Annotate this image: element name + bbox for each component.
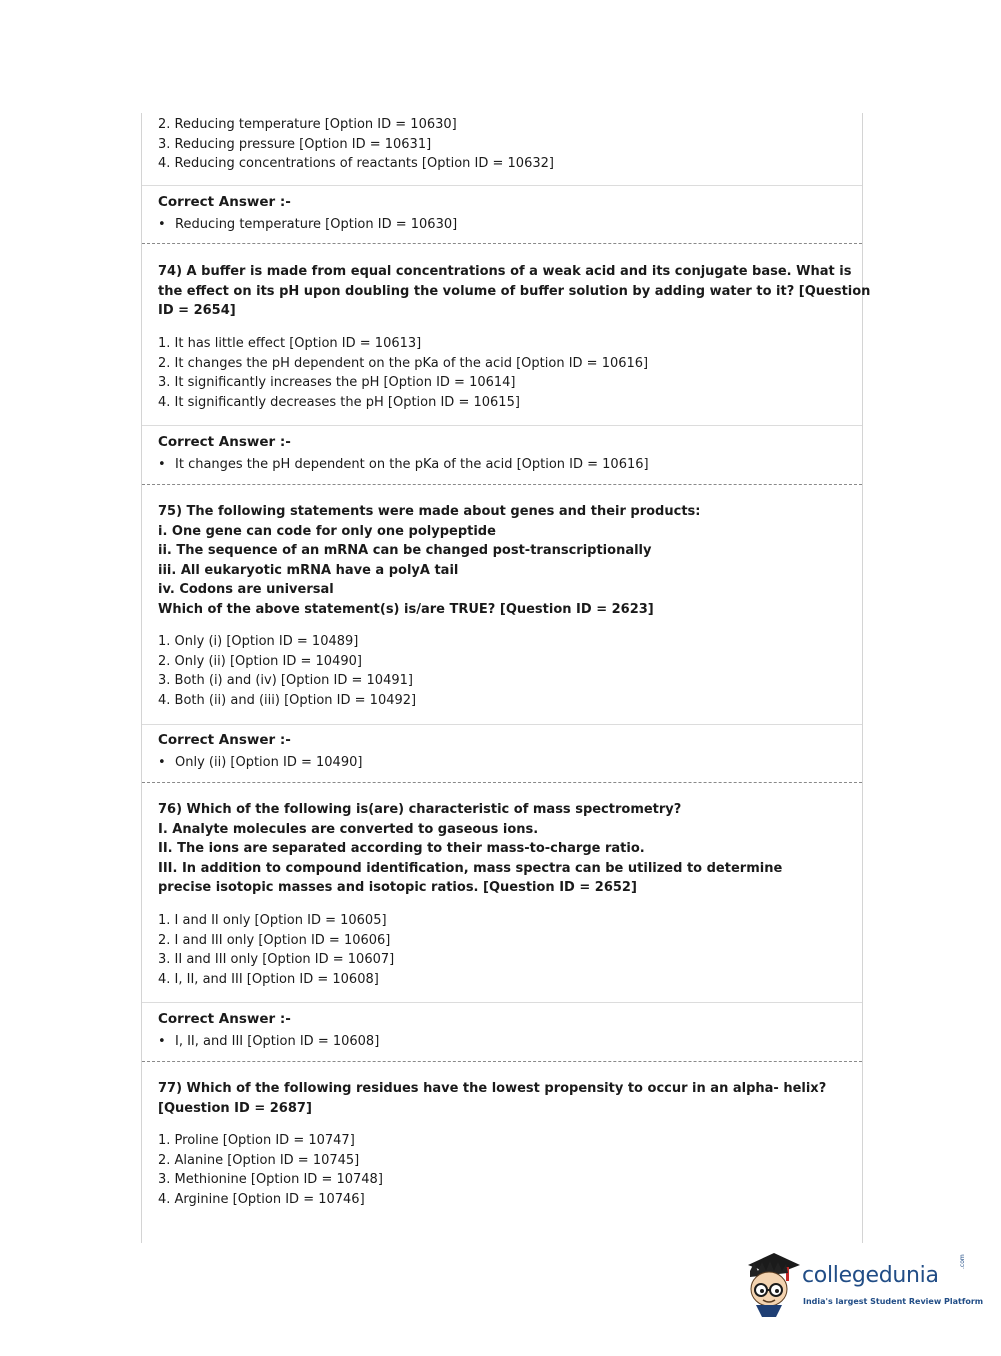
question-separator [142, 1061, 862, 1062]
statement-line: ii. The sequence of an mRNA can be changed post-transcriptionally [158, 543, 652, 559]
correct-answer [158, 1032, 848, 1052]
correct-answer [158, 753, 848, 773]
option-line: 3. Reducing pressure [Option ID = 10631] [158, 136, 432, 152]
top-options [142, 115, 862, 174]
question-text: ID = 2654] [158, 303, 236, 319]
correct-answer-section [142, 730, 862, 773]
collegedunia-logo[interactable] [742, 1247, 984, 1319]
question-75 [142, 502, 862, 620]
question-74 [142, 262, 871, 321]
statement-line: i. One gene can code for only one polypeptide [158, 523, 496, 539]
brand-tagline: India's largest Student Review Platform [803, 1297, 984, 1306]
divider [142, 724, 862, 725]
statement-line: iv. Codons are universal [158, 582, 334, 598]
question-74-options [142, 334, 862, 412]
bullet-icon: • [158, 457, 166, 472]
question-77 [142, 1079, 862, 1118]
option-line: 1. Proline [Option ID = 10747] [158, 1133, 355, 1148]
correct-answer-text: I, II, and III [Option ID = 10608] [175, 1034, 380, 1049]
correct-answer-title: Correct Answer :- [158, 732, 291, 748]
divider [142, 425, 862, 426]
option-line: 4. Reducing concentrations of reactants [Option ID = 10632] [158, 156, 554, 172]
option-line: 4. Arginine [Option ID = 10746] [158, 1191, 365, 1207]
question-separator [142, 484, 862, 485]
correct-answer-section [142, 432, 862, 475]
option-line: 3. Both (i) and (iv) [Option ID = 10491] [158, 673, 413, 689]
correct-answer-title: Correct Answer :- [158, 1011, 291, 1027]
question-separator [142, 782, 862, 783]
correct-answer-section [142, 1009, 862, 1052]
correct-answer-text: It changes the pH dependent on the pKa of the acid [Option ID = 10616] [175, 457, 649, 472]
question-text: 74) A buffer is made from equal concentrations of a weak acid and its conjugate base. What is [158, 264, 852, 279]
option-line: 1. It has little effect [Option ID = 10613] [158, 336, 422, 351]
statement-line: I. Analyte molecules are converted to gaseous ions. [158, 821, 539, 837]
statement-line: III. In addition to compound identification, mass spectra can be utilized to determine [158, 860, 783, 876]
correct-answer-text: Only (ii) [Option ID = 10490] [175, 755, 363, 770]
correct-answer-title: Correct Answer :- [158, 434, 291, 450]
divider [142, 1002, 862, 1003]
option-line: 1. Only (i) [Option ID = 10489] [158, 634, 359, 649]
question-text: Which of the above statement(s) is/are TRUE? [Question ID = 2623] [158, 601, 654, 617]
correct-answer [158, 215, 848, 235]
option-line: 3. Methionine [Option ID = 10748] [158, 1172, 383, 1188]
question-75-options [142, 632, 862, 710]
question-separator [142, 243, 862, 244]
option-line: 2. Reducing temperature [Option ID = 10630] [158, 117, 457, 132]
question-76-options [142, 911, 862, 989]
bullet-icon: • [158, 1034, 166, 1049]
option-line: 3. II and III only [Option ID = 10607] [158, 952, 395, 968]
option-line: 2. I and III only [Option ID = 10606] [158, 932, 391, 948]
question-77-options [142, 1131, 862, 1209]
question-76 [142, 800, 862, 898]
question-text: the effect on its pH upon doubling the volume of buffer solution by adding water to it? [Question [158, 283, 871, 299]
statement-line: iii. All eukaryotic mRNA have a polyA tail [158, 562, 459, 578]
correct-answer-title: Correct Answer :- [158, 194, 291, 210]
question-text: 75) The following statements were made about genes and their products: [158, 504, 701, 519]
brand-suffix: .com [959, 1254, 966, 1269]
bullet-icon: • [158, 217, 166, 232]
option-line: 3. It significantly increases the pH [Option ID = 10614] [158, 375, 516, 391]
statement-line: precise isotopic masses and isotopic ratios. [Question ID = 2652] [158, 880, 637, 896]
correct-answer-section [142, 192, 862, 235]
correct-answer-text: Reducing temperature [Option ID = 10630] [175, 217, 458, 232]
divider [142, 185, 862, 186]
mascot-icon [742, 1247, 802, 1319]
correct-answer [158, 455, 848, 475]
option-line: 4. It significantly decreases the pH [Option ID = 10615] [158, 394, 520, 410]
question-text: [Question ID = 2687] [158, 1100, 312, 1116]
option-line: 1. I and II only [Option ID = 10605] [158, 913, 387, 928]
statement-line: II. The ions are separated according to their mass-to-charge ratio. [158, 841, 645, 857]
brand-name: collegedunia [802, 1263, 939, 1288]
question-text: 77) Which of the following residues have the lowest propensity to occur in an alpha- helix? [158, 1081, 827, 1096]
bullet-icon: • [158, 755, 166, 770]
option-line: 2. Alanine [Option ID = 10745] [158, 1152, 360, 1168]
option-line: 4. Both (ii) and (iii) [Option ID = 10492] [158, 692, 417, 708]
option-line: 4. I, II, and III [Option ID = 10608] [158, 971, 379, 987]
option-line: 2. It changes the pH dependent on the pKa of the acid [Option ID = 10616] [158, 355, 649, 371]
exam-page-frame [141, 113, 871, 1243]
option-line: 2. Only (ii) [Option ID = 10490] [158, 653, 362, 669]
question-text: 76) Which of the following is(are) characteristic of mass spectrometry? [158, 802, 682, 817]
